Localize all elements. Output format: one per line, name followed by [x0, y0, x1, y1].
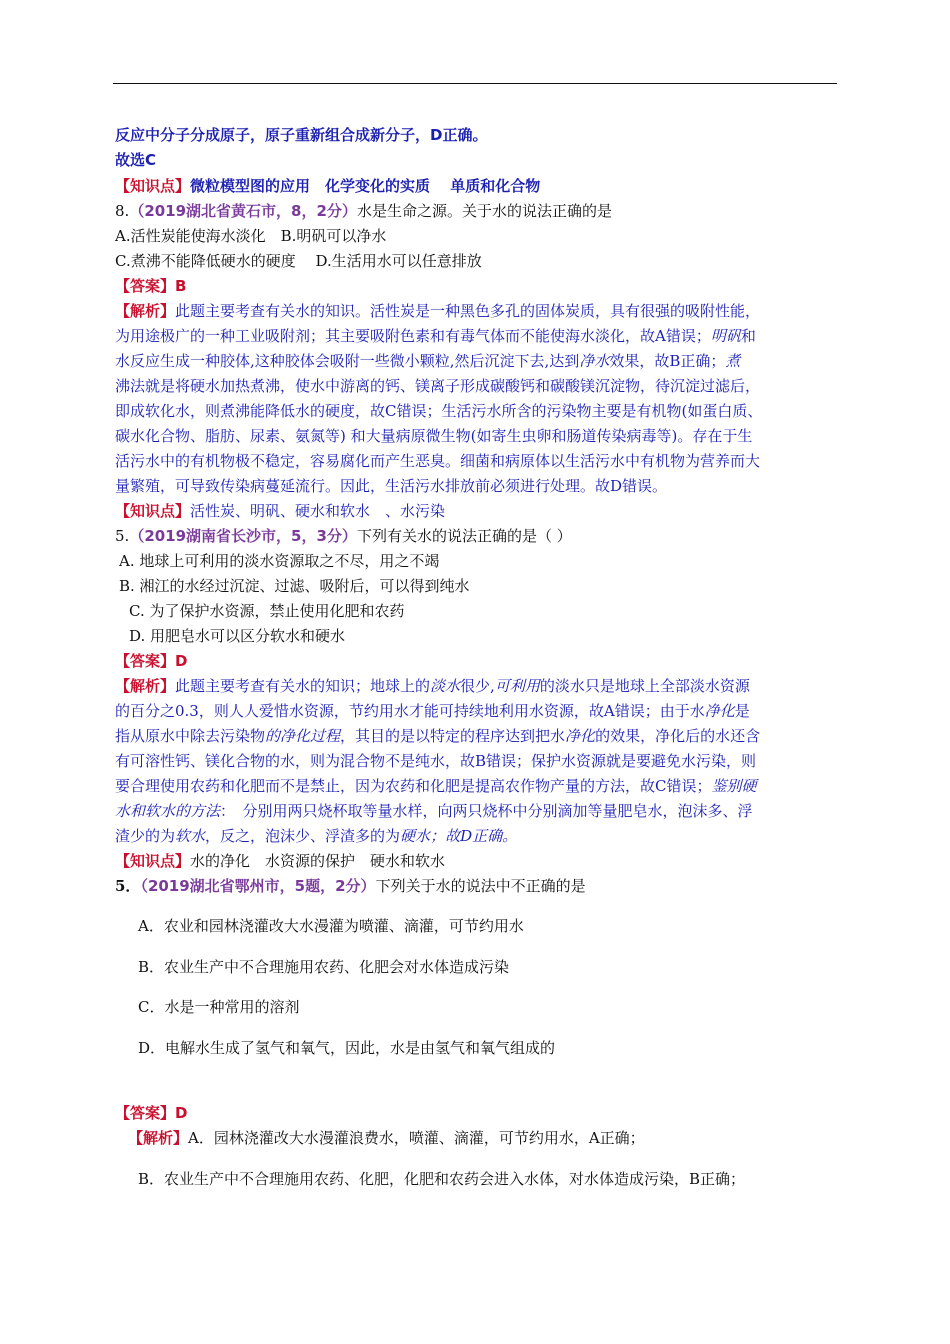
- q-source: （2019湖南省长沙市，5，3分）: [129, 527, 357, 545]
- header-rule: [113, 83, 837, 84]
- analysis-text: 渣少的为: [115, 827, 176, 845]
- answer-value: B: [175, 277, 187, 295]
- q8-options-2: C.煮沸不能降低硬水的硬度 D.生活用水可以任意排放: [115, 252, 482, 270]
- q5a-analysis-line-5: [115, 776, 757, 796]
- answer-tag: 【答案】: [115, 652, 176, 670]
- q8-analysis-line-8: 量繁殖，可导致传染病蔓延流行。因此，生活污水排放前必须进行处理。故D错误。: [115, 477, 668, 495]
- q8-analysis-line-2: [115, 326, 756, 346]
- analysis-text: 的淡水只是地球上全部淡水资源: [539, 677, 750, 695]
- q5b-stem: [115, 876, 586, 896]
- q5a-analysis-line-2: [115, 701, 750, 721]
- q-text: 水是生命之源。关于水的说法正确的是: [356, 202, 612, 220]
- q5a-option-d: D. 用肥皂水可以区分软水和硬水: [129, 627, 346, 645]
- analysis-text: 很少,: [460, 677, 495, 695]
- q8-analysis-line-6: 碳水化合物、脂肪、尿素、氨氮等) 和大量病原微生物(如寄生虫卵和肠道传染病毒等)。存在于生: [115, 427, 753, 445]
- answer-tag: 【答案】: [115, 277, 176, 295]
- q5a-option-b: B. 湘江的水经过沉淀、过滤、吸附后，可以得到纯水: [119, 577, 470, 595]
- q8-analysis-line-4: 沸法就是将硬水加热煮沸，使水中游离的钙、镁离子形成碳酸钙和碳酸镁沉淀物，待沉淀过滤后，: [115, 377, 761, 395]
- analysis-text: ： 分别用两只烧杯取等量水样，向两只烧杯中分别滴加等量肥皂水，泡沫多、浮: [220, 802, 753, 820]
- q5a-analysis-line-3: [115, 726, 760, 746]
- q8-analysis-line-7: 活污水中的有机物极不稳定，容易腐化而产生恶臭。细菌和病原体以生活污水中有机物为营养而大: [115, 452, 761, 470]
- analysis-text: ，其目的是以特定的程序达到把水: [340, 727, 566, 745]
- q5a-analysis-line-6: [115, 801, 753, 821]
- q5b-answer: [115, 1103, 187, 1123]
- q5a-analysis-line-4: 有可溶性钙、镁化合物的水，则为混合物不是纯水，故B错误；保护水资源就是要避免水污染，则: [115, 752, 757, 770]
- q8-analysis-line-3: [115, 351, 740, 371]
- analysis-italic: 净化: [565, 727, 596, 745]
- analysis-text: ，反之，泡沫少、浮渣多的为: [205, 827, 401, 845]
- analysis-italic: 软水: [175, 827, 206, 845]
- kp-text: 水的净化 水资源的保护 硬水和软水: [190, 852, 446, 870]
- q5a-knowledge-point: [115, 851, 445, 871]
- answer-tag: 【答案】: [115, 1104, 176, 1122]
- q-number: 5．: [115, 877, 141, 895]
- analysis-text: 为用途极广的一种工业吸附剂；其主要吸附色素和有毒气体而不能使海水淡化，故A错误；: [115, 327, 711, 345]
- analysis-italic: 可利用: [494, 677, 540, 695]
- q5b-option-b: B．农业生产中不合理施用农药、化肥会对水体造成污染: [138, 958, 510, 976]
- q8-answer: [115, 276, 186, 296]
- analysis-italic: 硬水: [400, 827, 431, 845]
- q5a-stem: [115, 526, 572, 546]
- q-number: 5.: [115, 527, 130, 545]
- kp-tag: 【知识点】: [115, 502, 191, 520]
- analysis-italic: 淡水: [430, 677, 461, 695]
- analysis-text: 水反应生成一种胶体,这种胶体会吸附一些微小颗粒,然后沉淀下去,达到: [115, 352, 580, 370]
- kp-text: 活性炭、明矾、硬水和软水 、水污染: [190, 502, 446, 520]
- q5a-answer: [115, 651, 187, 671]
- q5b-option-d: D．电解水生成了氢气和氧气，因此，水是由氢气和氧气组成的: [138, 1039, 556, 1057]
- analysis-italic: 水和软水的方法: [115, 802, 221, 820]
- analysis-text: 此题主要考查有关水的知识；地球上的: [175, 677, 431, 695]
- analysis-tag: 【解析】: [115, 302, 176, 320]
- analysis-tag: 【解析】: [115, 677, 176, 695]
- q8-analysis-line-5: 即成软化水，则煮沸能降低水的硬度，故C错误；生活污水所含的污染物主要是有机物(如蛋白质、: [115, 402, 763, 420]
- analysis-italic: 鉴别硬: [711, 777, 757, 795]
- q8-stem: [115, 201, 612, 221]
- analysis-text: 要合理使用农药和化肥而不是禁止，因为农药和化肥是提高农作物产量的方法，故C错误；: [115, 777, 712, 795]
- analysis-text: A．园林浇灌改大水漫灌浪费水，喷灌、滴灌，可节约用水，A正确；: [188, 1129, 645, 1147]
- kp-text: 微粒模型图的应用 化学变化的实质 单质和化合物: [190, 177, 541, 195]
- q5b-analysis-line-1: [128, 1128, 645, 1148]
- q5a-analysis-line-1: [115, 676, 750, 696]
- knowledge-point-0: [115, 176, 540, 196]
- q-source: （2019湖北省鄂州市，5题，2分）: [140, 877, 376, 895]
- q5b-option-c: C．水是一种常用的溶剂: [138, 998, 300, 1016]
- q-source: （2019湖北省黄石市，8，2分）: [129, 202, 357, 220]
- q8-analysis-line-1: [115, 301, 760, 321]
- answer-value: D: [175, 652, 188, 670]
- intro-line-2: 故选C: [115, 151, 157, 169]
- q8-options-1: A.活性炭能使海水淡化 B.明矾可以净水: [115, 227, 387, 245]
- analysis-italic: ；故D正确。: [430, 827, 518, 845]
- analysis-text: 的效果，净化后的水还含: [595, 727, 761, 745]
- kp-tag: 【知识点】: [115, 177, 191, 195]
- analysis-italic: 煮: [725, 352, 741, 370]
- q5a-option-c: C. 为了保护水资源，禁止使用化肥和农药: [129, 602, 405, 620]
- analysis-text: 指从原水中除去污染物: [115, 727, 266, 745]
- analysis-text: 和: [740, 327, 756, 345]
- analysis-italic: 净水: [579, 352, 610, 370]
- answer-value: D: [175, 1104, 188, 1122]
- analysis-text: 的百分之0.3，则人人爱惜水资源，节约用水才能可持续地利用水资源，故A错误；由于水: [115, 702, 705, 720]
- analysis-italic: 明矾: [710, 327, 741, 345]
- analysis-text: 效果，故B正确；: [609, 352, 726, 370]
- intro-line-1: 反应中分子分成原子，原子重新组合成新分子，D正确。: [115, 126, 488, 144]
- analysis-text: 是: [734, 702, 750, 720]
- analysis-italic: 的净化过程: [265, 727, 341, 745]
- analysis-tag: 【解析】: [128, 1129, 189, 1147]
- kp-tag: 【知识点】: [115, 852, 191, 870]
- q5a-analysis-line-7: [115, 826, 517, 846]
- q5a-option-a: A. 地球上可利用的淡水资源取之不尽，用之不竭: [119, 552, 440, 570]
- q8-knowledge-point: [115, 501, 445, 521]
- q-number: 8.: [115, 202, 130, 220]
- analysis-text: 此题主要考查有关水的知识。活性炭是一种黑色多孔的固体炭质，具有很强的吸附性能，: [175, 302, 761, 320]
- analysis-italic: 净化: [704, 702, 735, 720]
- q-text: 下列关于水的说法中不正确的是: [375, 877, 586, 895]
- q5b-analysis-line-2: B．农业生产中不合理施用农药、化肥，化肥和农药会进入水体，对水体造成污染，B正确；: [138, 1170, 746, 1188]
- q5b-option-a: A．农业和园林浇灌改大水漫灌为喷灌、滴灌，可节约用水: [138, 917, 524, 935]
- q-text: 下列有关水的说法正确的是（ ）: [356, 527, 572, 545]
